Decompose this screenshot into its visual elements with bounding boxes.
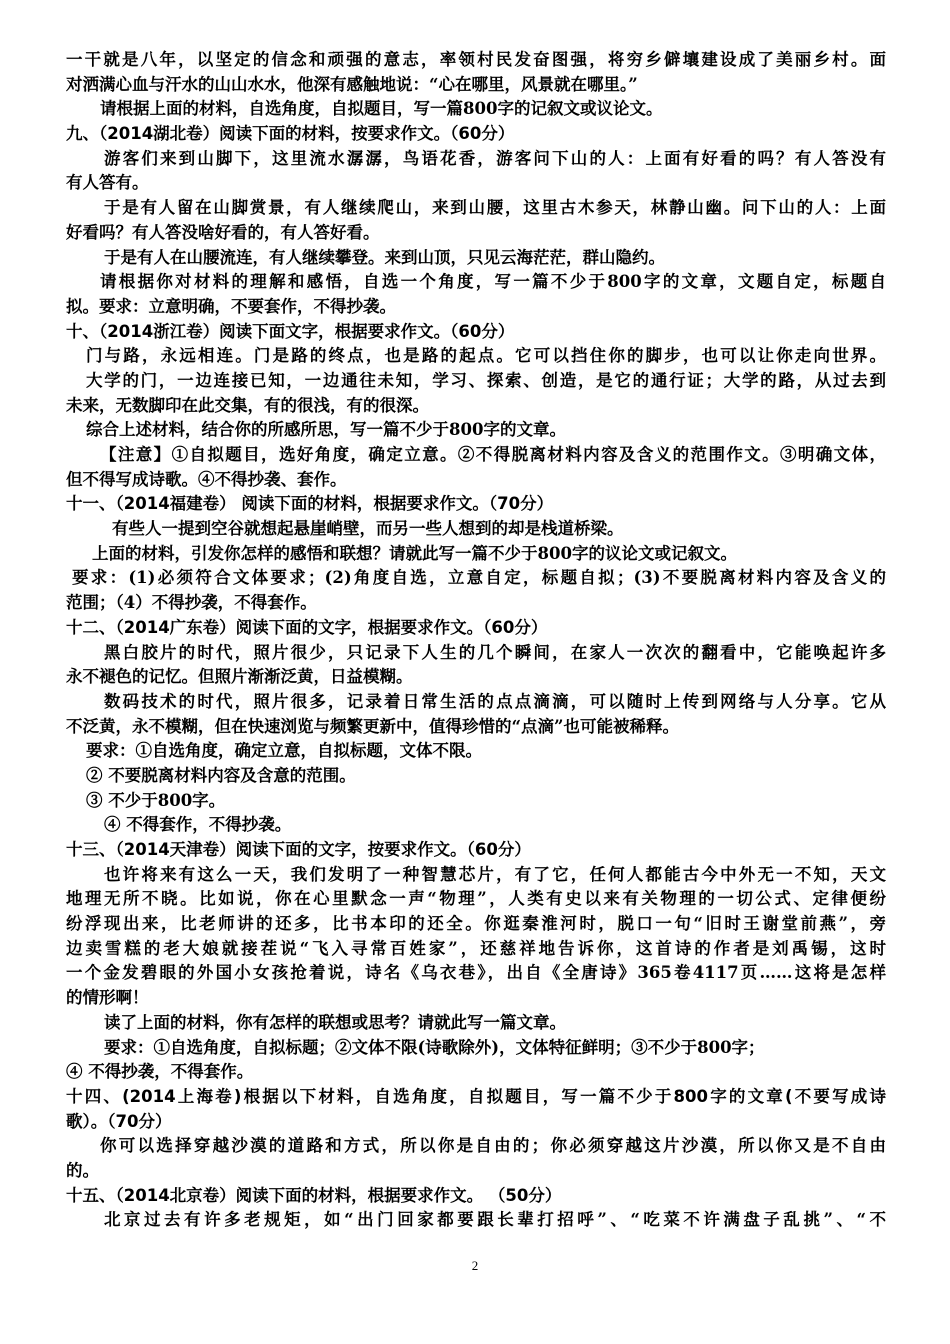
- text-line: 地理无所不晓。比如说，你在心里默念一声“物理”，人类有史以来有关物理的一切公式、定律便纷: [66, 889, 886, 909]
- text-line: 的情形啊！: [66, 988, 149, 1008]
- text-line: 门与路，永远相连。门是路的终点，也是路的起点。它可以挡住你的脚步，也可以让你走向世界。: [86, 346, 886, 366]
- section-heading: 十二、（2014广东卷）阅读下面的文字，根据要求作文。（60分）: [66, 617, 548, 637]
- text-line: 上面的材料，引发你怎样的感悟和联想？请就此写一篇不少于800字的议论文或记叙文。: [92, 543, 737, 563]
- document-body: [66, 48, 886, 1233]
- text-line: 大学的门，一边连接已知，一边通往未知，学习、探索、创造，是它的通行证；大学的路，从过去到: [86, 370, 886, 390]
- page-number: 2: [471, 1258, 479, 1273]
- text-line: 要求：①自选角度，自拟标题；②文体不限(诗歌除外)，文体特征鲜明；③不少于800字；: [104, 1037, 765, 1057]
- text-line: 但不得写成诗歌。④不得抄袭、套作。: [66, 469, 347, 489]
- text-line: ③ 不少于800字。: [86, 790, 226, 810]
- section-heading: 歌）。（70分）: [66, 1111, 172, 1131]
- text-line: 读了上面的材料，你有怎样的联想或思考？请就此写一篇文章。: [104, 1012, 566, 1032]
- text-line: 一干就是八年，以坚定的信念和顽强的意志，率领村民发奋图强，将穷乡僻壤建设成了美丽乡村。面: [66, 50, 886, 69]
- text-line: 纷浮现出来，比老师讲的还多，比书本印的还全。你逛秦淮河时，脱口一句“旧时王谢堂前燕”，旁: [66, 914, 886, 934]
- text-line: 永不褪色的记忆。但照片渐渐泛黄，日益模糊。: [66, 667, 413, 687]
- section-heading: 十一、（2014福建卷） 阅读下面的材料，根据要求作文。（70分）: [66, 494, 554, 514]
- text-line: 北京过去有许多老规矩，如“出门回家都要跟长辈打招呼”、“吃菜不许满盘子乱挑”、“不: [104, 1210, 886, 1230]
- text-line: 综合上述材料，结合你的所感所思，写一篇不少于800字的文章。: [86, 420, 566, 440]
- section-heading: 十四、(2014上海卷)根据以下材料，自选角度，自拟题目，写一篇不少于800字的文章(不要写成诗: [66, 1086, 886, 1106]
- text-line: 于是有人在山腰流连，有人继续攀登。来到山顶，只见云海茫茫，群山隐约。: [104, 247, 665, 267]
- text-line: 也许将来有这么一天，我们发明了一种智慧芯片，有了它，任何人都能古今中外无一不知，天文: [104, 864, 886, 884]
- text-line: 数码技术的时代，照片很多，记录着日常生活的点点滴滴，可以随时上传到网络与人分享。它从: [104, 691, 886, 711]
- text-line: 范围；（4）不得抄袭，不得套作。: [66, 593, 317, 613]
- text-line: 请根据你对材料的理解和感悟，自选一个角度，写一篇不少于800字的文章，文题自定，标题自: [100, 272, 886, 292]
- text-line: 拟。要求：立意明确，不要套作，不得抄袭。: [66, 296, 396, 316]
- section-heading: 九、（2014湖北卷）阅读下面的材料，按要求作文。（60分）: [66, 124, 515, 144]
- section-heading: 十三、（2014天津卷）阅读下面的文字，按要求作文。（60分）: [66, 840, 531, 859]
- text-line: 【注意】①自拟题目，选好角度，确定立意。②不得脱离材料内容及含义的范围作文。③明确文体，: [100, 445, 886, 464]
- text-line: 好看吗？有人答没啥好看的，有人答好看。: [66, 222, 380, 242]
- text-line: 请根据上面的材料，自选角度，自拟题目，写一篇800字的记叙文或议论文。: [100, 99, 663, 119]
- text-line: 有些人一提到空谷就想起悬崖峭壁，而另一些人想到的却是栈道桥梁。: [112, 519, 624, 539]
- text-line: 游客们来到山脚下，这里流水潺潺，鸟语花香，游客问下山的人：上面有好看的吗？有人答没有: [104, 148, 886, 168]
- text-line: ④ 不得套作，不得抄袭。: [104, 815, 292, 835]
- text-line: 有人答有。: [66, 173, 149, 193]
- section-heading: 十五、（2014北京卷）阅读下面的材料，根据要求作文。 （50分）: [66, 1185, 562, 1205]
- text-line: ② 不要脱离材料内容及含意的范围。: [86, 765, 356, 785]
- text-line: 一个金发碧眼的外国小女孩抢着说，诗名《乌衣巷》，出自《全唐诗》365卷4117页……这将是怎样: [66, 963, 886, 983]
- section-heading: 十、（2014浙江卷）阅读下面文字，根据要求作文。（60分）: [66, 321, 515, 341]
- text-line: 黑白胶片的时代，照片很少，只记录下人生的几个瞬间，在家人一次次的翻看中，它能唤起许多: [104, 642, 886, 662]
- text-line: 你可以选择穿越沙漠的道路和方式，所以你是自由的；你必须穿越这片沙漠，所以你又是不自由: [100, 1136, 886, 1156]
- text-line: 对洒满心血与汗水的山山水水，他深有感触地说：“心在哪里，风景就在哪里。”: [66, 74, 638, 94]
- text-line: 要求：①自选角度，确定立意，自拟标题，文体不限。: [86, 741, 482, 761]
- text-line: 于是有人留在山脚赏景，有人继续爬山，来到山腰，这里古木参天，林静山幽。问下山的人：上面: [104, 198, 886, 218]
- text-line: 的。: [66, 1160, 99, 1180]
- text-line: 不泛黄，永不模糊，但在快速浏览与频繁更新中，值得珍惜的“点滴”也可能被稀释。: [66, 716, 679, 736]
- text-line: ④ 不得抄袭，不得套作。: [66, 1062, 254, 1082]
- text-line: 未来，无数脚印在此交集，有的很浅，有的很深。: [66, 395, 429, 415]
- text-line: 要求：(1)必须符合文体要求；(2)角度自选，立意自定，标题自拟；(3)不要脱离材料内容及含义的: [72, 568, 886, 588]
- text-line: 边卖雪糕的老大娘就接茬说“飞入寻常百姓家”，还慈祥地告诉你，这首诗的作者是刘禹锡，这时: [66, 938, 886, 958]
